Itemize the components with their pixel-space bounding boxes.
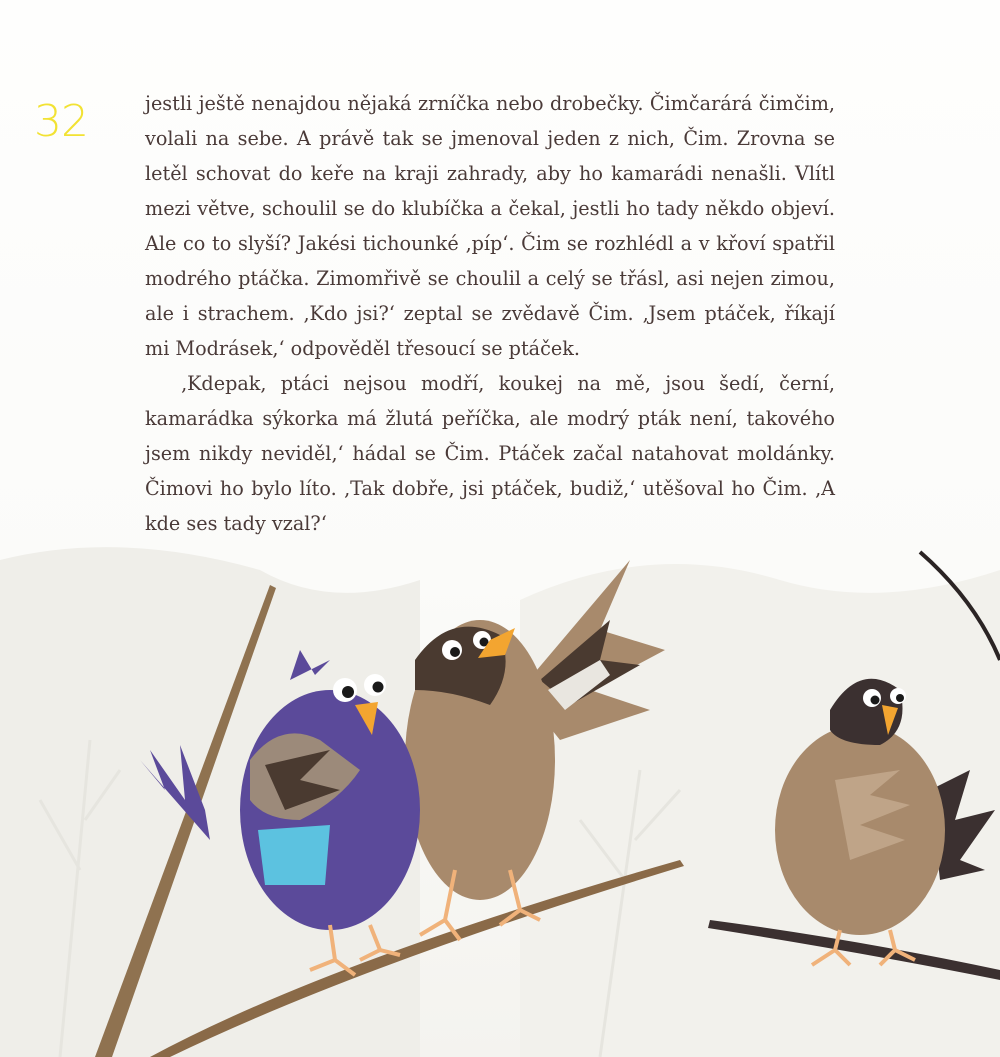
birds-illustration [0, 540, 1000, 1057]
story-paragraph-2: ‚Kdepak, ptáci nejsou modří, koukej na mě, jsou šedí, černí, kamarádka sýkorka má žlutá peříčka, ale modrý pták není, takového jsem nikdy neviděl,‘ hádal se Čim. Ptáček začal natahovat moldánky. Čimovi ho bylo líto. ‚Tak dobře, jsi ptáček, budiž,‘ utěšoval ho Čim. ‚A kde ses tady vzal?‘ [145, 372, 835, 535]
page-number: 32 [34, 96, 88, 147]
story-text [145, 86, 835, 541]
story-paragraph-1: jestli ještě nenajdou nějaká zrníčka nebo drobečky. Čimčarárá čimčim, volali na sebe. A právě tak se jmenoval jeden z nich, Čim. Zrovna se letěl schovat do keře na kraji zahrady, aby ho kamarádi nenašli. Vlítl mezi větve, schoulil se do klubíčka a čekal, jestli ho tady někdo objeví. Ale co to slyší? Jakési tichounké ‚píp‘. Čim se rozhlédl a v křoví spatřil modrého ptáčka. Zimomřivě se choulil a celý se třásl, asi nejen zimou, ale i strachem. ‚Kdo jsi?‘ zeptal se zvědavě Čim. ‚Jsem ptáček, říkají mi Modrásek,‘ odpověděl třesoucí se ptáček. [145, 92, 835, 360]
wing-accent [258, 825, 330, 885]
